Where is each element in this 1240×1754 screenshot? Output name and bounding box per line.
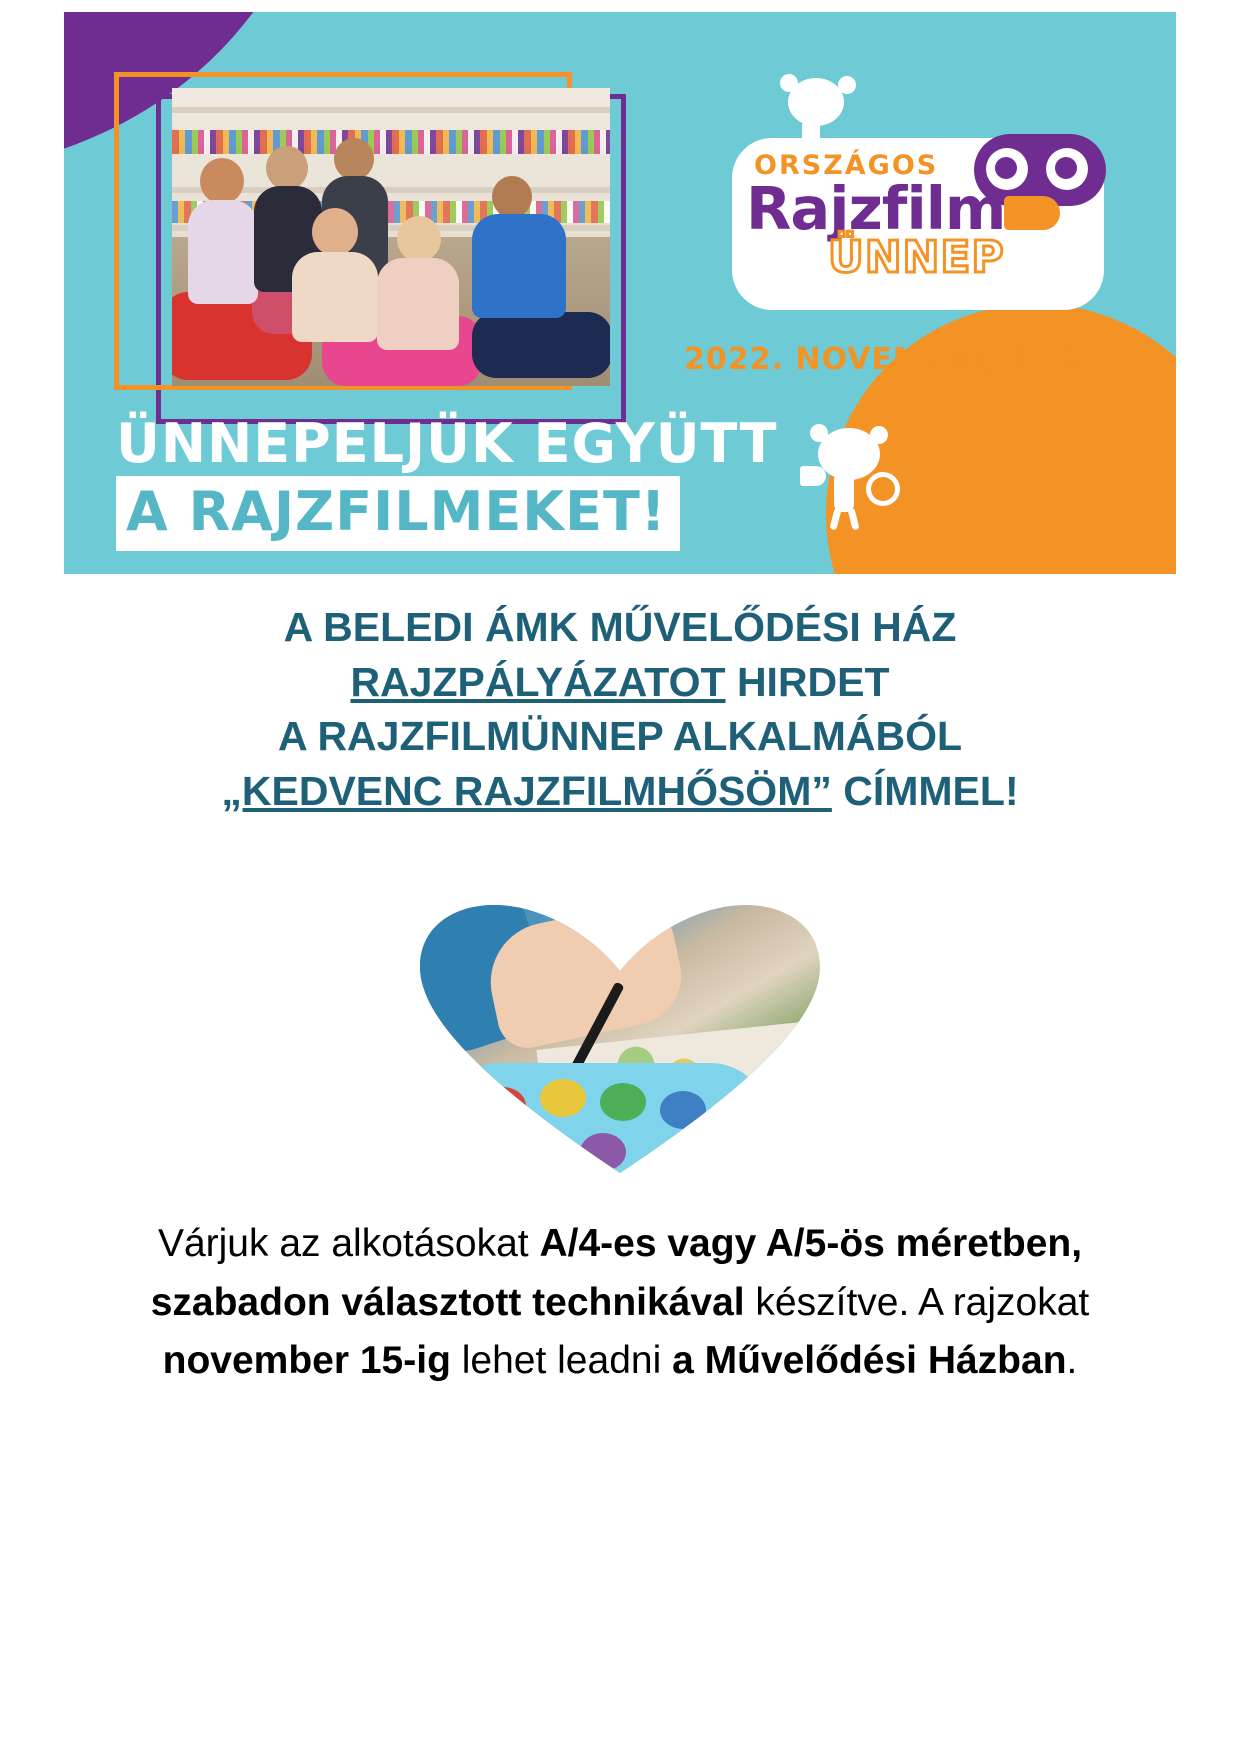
headline-line-4-underlined: „KEDVENC RAJZFILMHŐSÖM”	[221, 767, 832, 814]
rajzfilmunnep-logo	[718, 74, 1118, 324]
logo-top-word: ORSZÁGOS	[754, 150, 939, 181]
palette-well-red	[480, 1087, 526, 1125]
headline-line-2-rest: HIRDET	[725, 658, 890, 705]
body-part-1: Várjuk az alkotásokat	[157, 1222, 540, 1265]
headline-line-3: A RAJZFILMÜNNEP ALKALMÁBÓL	[277, 713, 963, 760]
headline-line-2	[0, 655, 1240, 710]
heart-photo-block	[0, 905, 1240, 1175]
logo-nose	[1004, 196, 1060, 230]
headline-line-1: A BELEDI ÁMK MŰVELŐDÉSI HÁZ	[283, 604, 957, 650]
logo-sub-word: ÜNNEP	[828, 232, 1005, 283]
rajzfilm-mascot-small-icon	[804, 422, 914, 542]
announcement-headline	[0, 600, 1240, 818]
palette-well-yellow	[540, 1079, 586, 1117]
child-6	[472, 176, 568, 326]
headline-line-4	[0, 764, 1240, 819]
headline-line-2-underlined: RAJZPÁLYÁZATOT	[350, 658, 726, 705]
palette-well-purple	[580, 1133, 626, 1171]
submission-details-text	[70, 1215, 1170, 1391]
headline-line-4-rest: CÍMMEL!	[831, 767, 1019, 814]
books-row-top	[172, 130, 610, 154]
child-5	[377, 216, 463, 346]
event-date: 2022. NOVEMBER 18-20.	[684, 342, 1118, 377]
palette-well-orange	[510, 1129, 556, 1167]
palette-well-blue	[660, 1091, 706, 1129]
body-bold-deadline: november 15-ig	[162, 1339, 451, 1382]
paint-palette	[440, 1063, 770, 1173]
children-watching-photo	[172, 88, 610, 386]
banner-headline-line2: A RAJZFILMEKET!	[116, 476, 680, 551]
banner-headline-line1: ÜNNEPELJÜK EGYÜTT	[116, 412, 778, 475]
palette-well-green	[600, 1083, 646, 1121]
painting-heart-photo	[420, 905, 820, 1173]
logo-main-word: Rajzfilm	[746, 174, 1006, 243]
body-bold-size: A/4-es vagy A/5-ös méretben, szabadon választott technikával	[150, 1222, 1083, 1324]
body-bold-location: a Művelődési Házban	[672, 1339, 1067, 1382]
event-banner	[64, 12, 1176, 574]
body-part-4: .	[1066, 1339, 1078, 1382]
child-4	[292, 208, 382, 338]
body-part-2: készítve. A rajzokat	[744, 1280, 1090, 1324]
body-part-3: lehet leadni	[450, 1339, 673, 1382]
banner-photo-block	[114, 72, 614, 412]
